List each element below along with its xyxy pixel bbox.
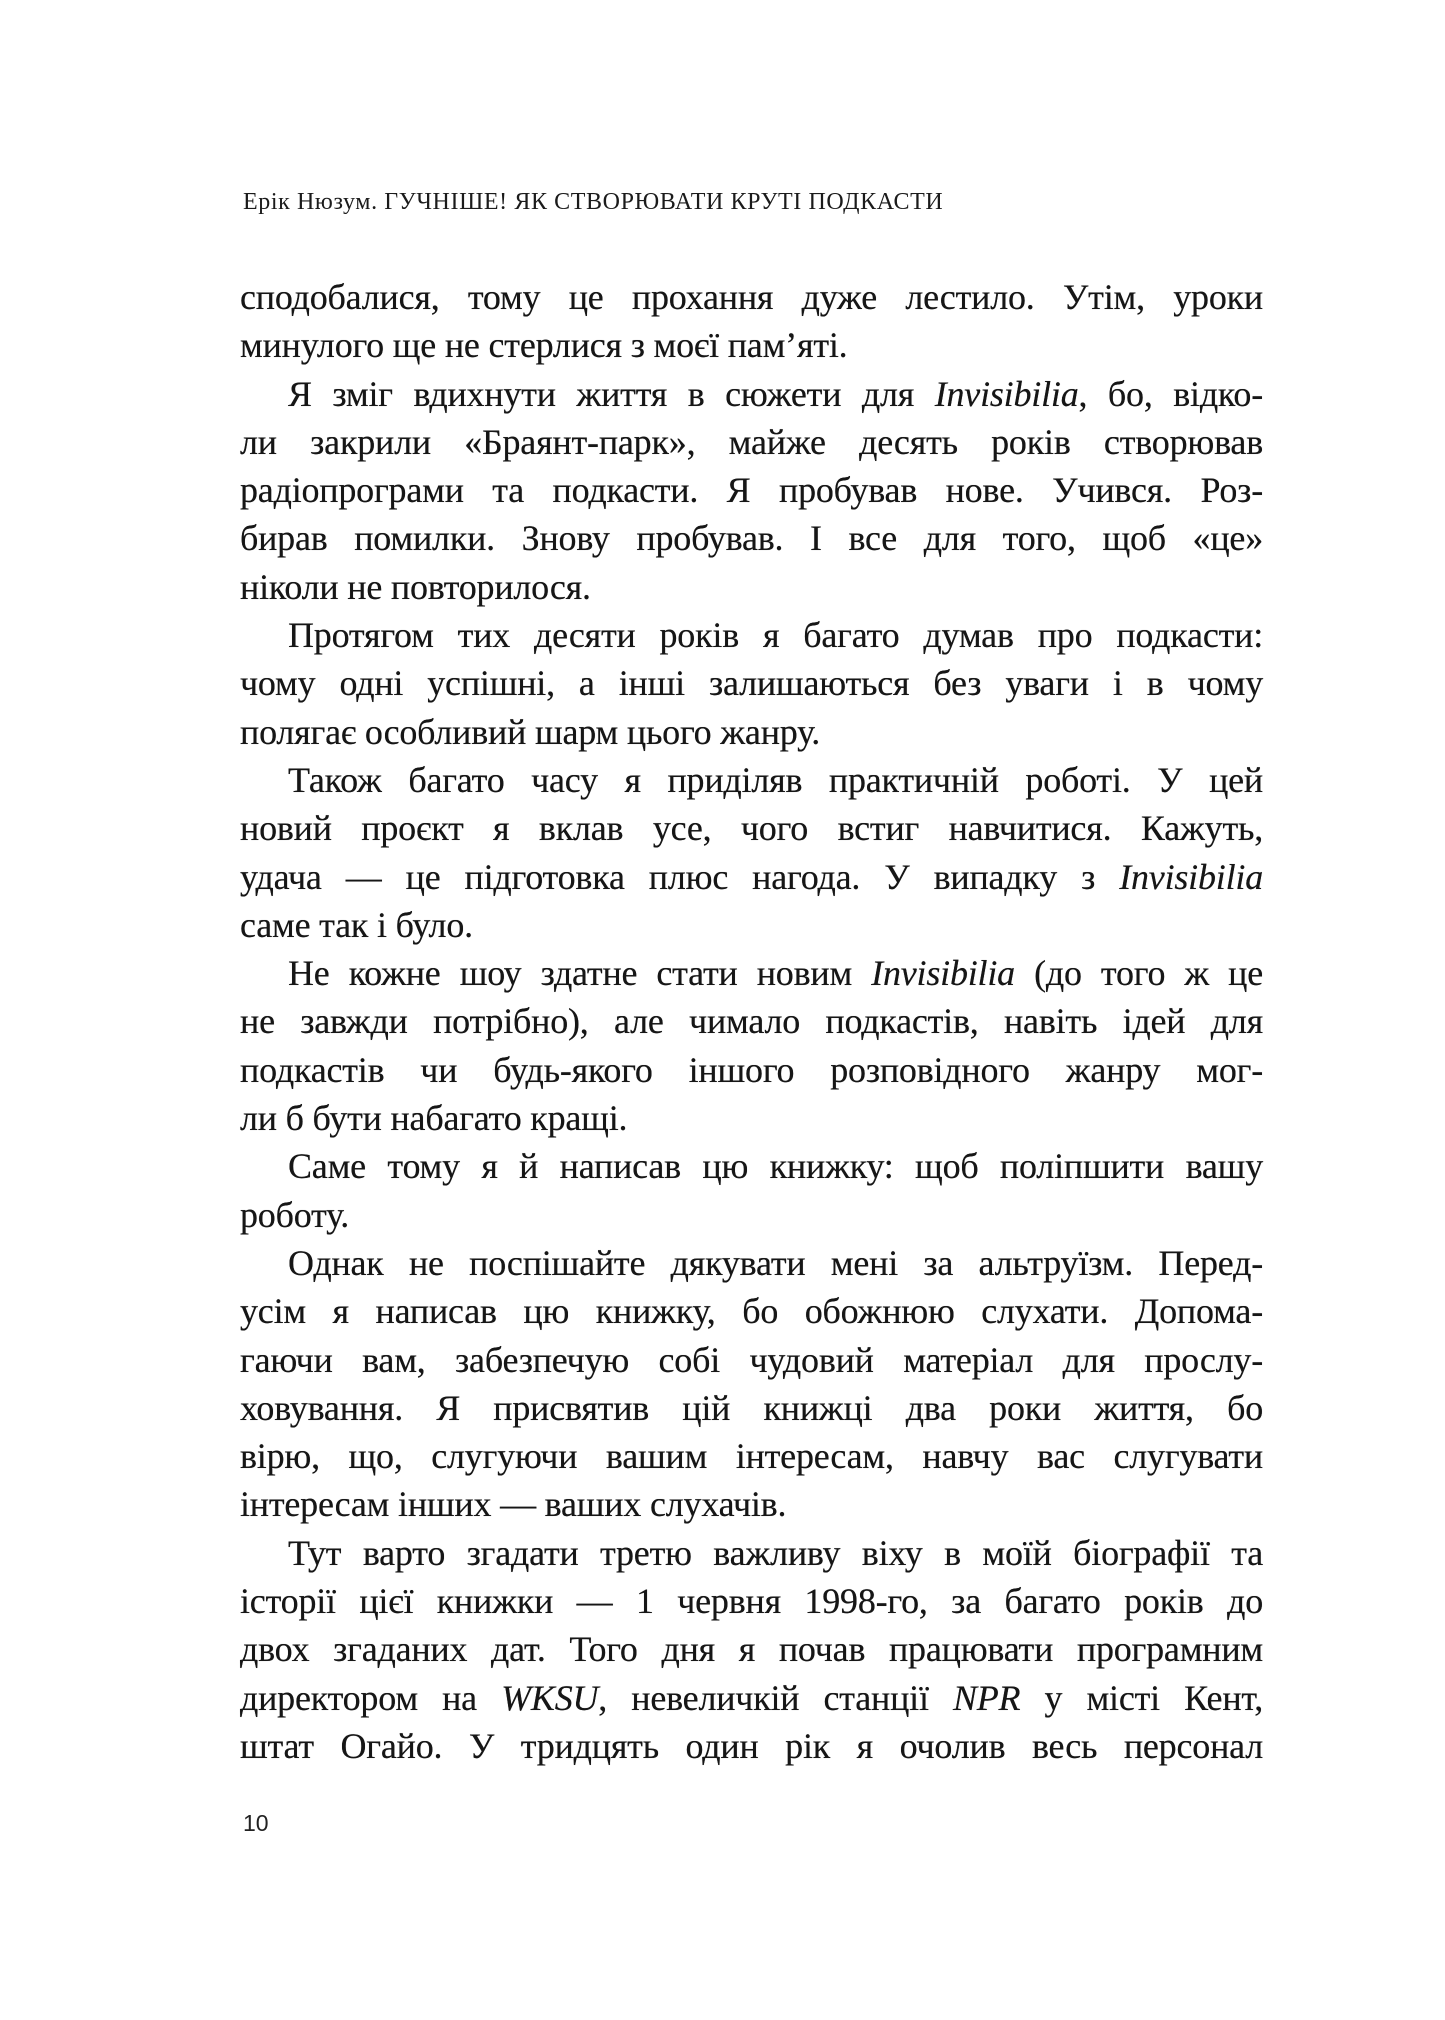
text-line [240, 1287, 1263, 1335]
text-line [240, 853, 1263, 901]
text-segment: штат Огайо. У тридцять один рік я очолив весь персонал [240, 1725, 1263, 1766]
text-line [240, 466, 1263, 514]
text-line [240, 1142, 1263, 1190]
text-segment: ли закрили «Браянт-парк», майже десять років створював [240, 421, 1263, 462]
paragraph [240, 273, 1263, 370]
text-line [240, 1046, 1263, 1094]
text-segment: історії цієї книжки — 1 червня 1998-го, за багато років до [240, 1581, 1263, 1622]
text-line [240, 708, 1263, 756]
text-segment: Тут варто згадати третю важливу віху в моїй біографії та [288, 1532, 1263, 1573]
text-segment: двох згаданих дат. Того дня я почав працювати програмним [240, 1629, 1263, 1670]
text-segment: минулого ще не стерлися з моєї пам’яті. [240, 325, 848, 366]
text-line [240, 1625, 1263, 1673]
text-segment: (до того ж це [1014, 953, 1264, 994]
text-line [240, 321, 1263, 369]
text-line [240, 1674, 1263, 1722]
text-line [240, 1094, 1263, 1142]
text-segment: саме так і було. [240, 904, 473, 945]
running-header: Ерік Нюзум. ГУЧНІШЕ! ЯК СТВОРЮВАТИ КРУТІ ПОДКАСТИ [243, 189, 944, 215]
text-segment: роботу. [240, 1194, 350, 1235]
text-segment: сподобалися, тому це прохання дуже лестило. Утім, уроки [240, 277, 1263, 317]
text-segment: Протягом тих десяти років я багато думав про подкасти: [288, 615, 1263, 656]
text-segment: не завжди потрібно), але чимало подкастів, навіть ідей для [240, 1001, 1263, 1042]
text-line [240, 1191, 1263, 1239]
text-line [240, 1529, 1263, 1577]
text-line [240, 563, 1263, 611]
paragraph [240, 611, 1263, 756]
paragraph [240, 949, 1263, 1142]
text-line [240, 1577, 1263, 1625]
text-line [240, 997, 1263, 1045]
paragraph [240, 756, 1263, 949]
text-line [240, 804, 1263, 852]
paragraph [240, 1142, 1263, 1239]
paragraph [240, 1529, 1263, 1770]
text-line [240, 370, 1263, 418]
text-line [240, 1239, 1263, 1287]
text-segment: вірю, що, слугуючи вашим інтересам, навчу вас слугувати [240, 1436, 1263, 1477]
paragraph [240, 1239, 1263, 1529]
text-segment: інтересам інших — ваших слухачів. [240, 1484, 787, 1525]
text-line [240, 949, 1263, 997]
text-segment: подкастів чи будь-якого іншого розповідного жанру мог- [240, 1049, 1263, 1090]
text-segment: Однак не поспішайте дякувати мені за альтруїзм. Перед- [288, 1242, 1263, 1283]
text-block [240, 273, 1263, 1770]
text-segment: ховування. Я присвятив цій книжці два роки життя, бо [240, 1387, 1263, 1428]
text-line [240, 756, 1263, 804]
text-segment: , невеличкій станції [598, 1677, 953, 1718]
text-segment: полягає особливий шарм цього жанру. [240, 711, 821, 752]
italic-text-segment: Invisibilia [1119, 856, 1263, 897]
text-segment: Також багато часу я приділяв практичній роботі. У цей [288, 759, 1263, 800]
text-segment: гаючи вам, забезпечую собі чудовий матеріал для прослу- [240, 1339, 1263, 1380]
text-line [240, 659, 1263, 707]
text-segment: бирав помилки. Знову пробував. І все для того, щоб «це» [240, 518, 1263, 559]
text-segment: чому одні успішні, а інші залишаються без уваги і в чому [240, 663, 1263, 704]
text-segment: директором на [240, 1677, 502, 1718]
text-segment: ніколи не повторилося. [240, 566, 591, 607]
text-line [240, 1722, 1263, 1770]
text-line [240, 1336, 1263, 1384]
text-segment: у місті Кент, [1020, 1677, 1264, 1718]
text-line [240, 611, 1263, 659]
text-line [240, 273, 1263, 321]
text-segment: Саме тому я й написав цю книжку: щоб поліпшити вашу [288, 1146, 1263, 1187]
text-segment: , бо, відко- [1078, 373, 1263, 414]
text-segment: Не кожне шоу здатне стати новим [288, 953, 872, 994]
page-number: 10 [243, 1810, 269, 1836]
text-line [240, 418, 1263, 466]
italic-text-segment: Invisibilia [871, 953, 1015, 994]
text-line [240, 514, 1263, 562]
text-line [240, 1480, 1263, 1528]
text-segment: новий проєкт я вклав усе, чого встиг навчитися. Кажуть, [240, 808, 1263, 849]
text-segment: Я зміг вдихнути життя в сюжети для [288, 373, 935, 414]
italic-text-segment: Invisibilia [934, 373, 1079, 414]
paragraph [240, 370, 1263, 611]
text-line [240, 1432, 1263, 1480]
italic-text-segment: WKSU [501, 1677, 599, 1718]
italic-text-segment: NPR [952, 1677, 1021, 1718]
text-segment: ли б бути набагато кращі. [240, 1098, 628, 1139]
text-line [240, 901, 1263, 949]
text-segment: усім я написав цю книжку, бо обожнюю слухати. Допома- [240, 1291, 1263, 1332]
text-line [240, 1384, 1263, 1432]
text-segment: радіопрограми та подкасти. Я пробував нове. Учився. Роз- [240, 470, 1263, 511]
text-segment: удача — це підготовка плюс нагода. У випадку з [240, 856, 1120, 897]
